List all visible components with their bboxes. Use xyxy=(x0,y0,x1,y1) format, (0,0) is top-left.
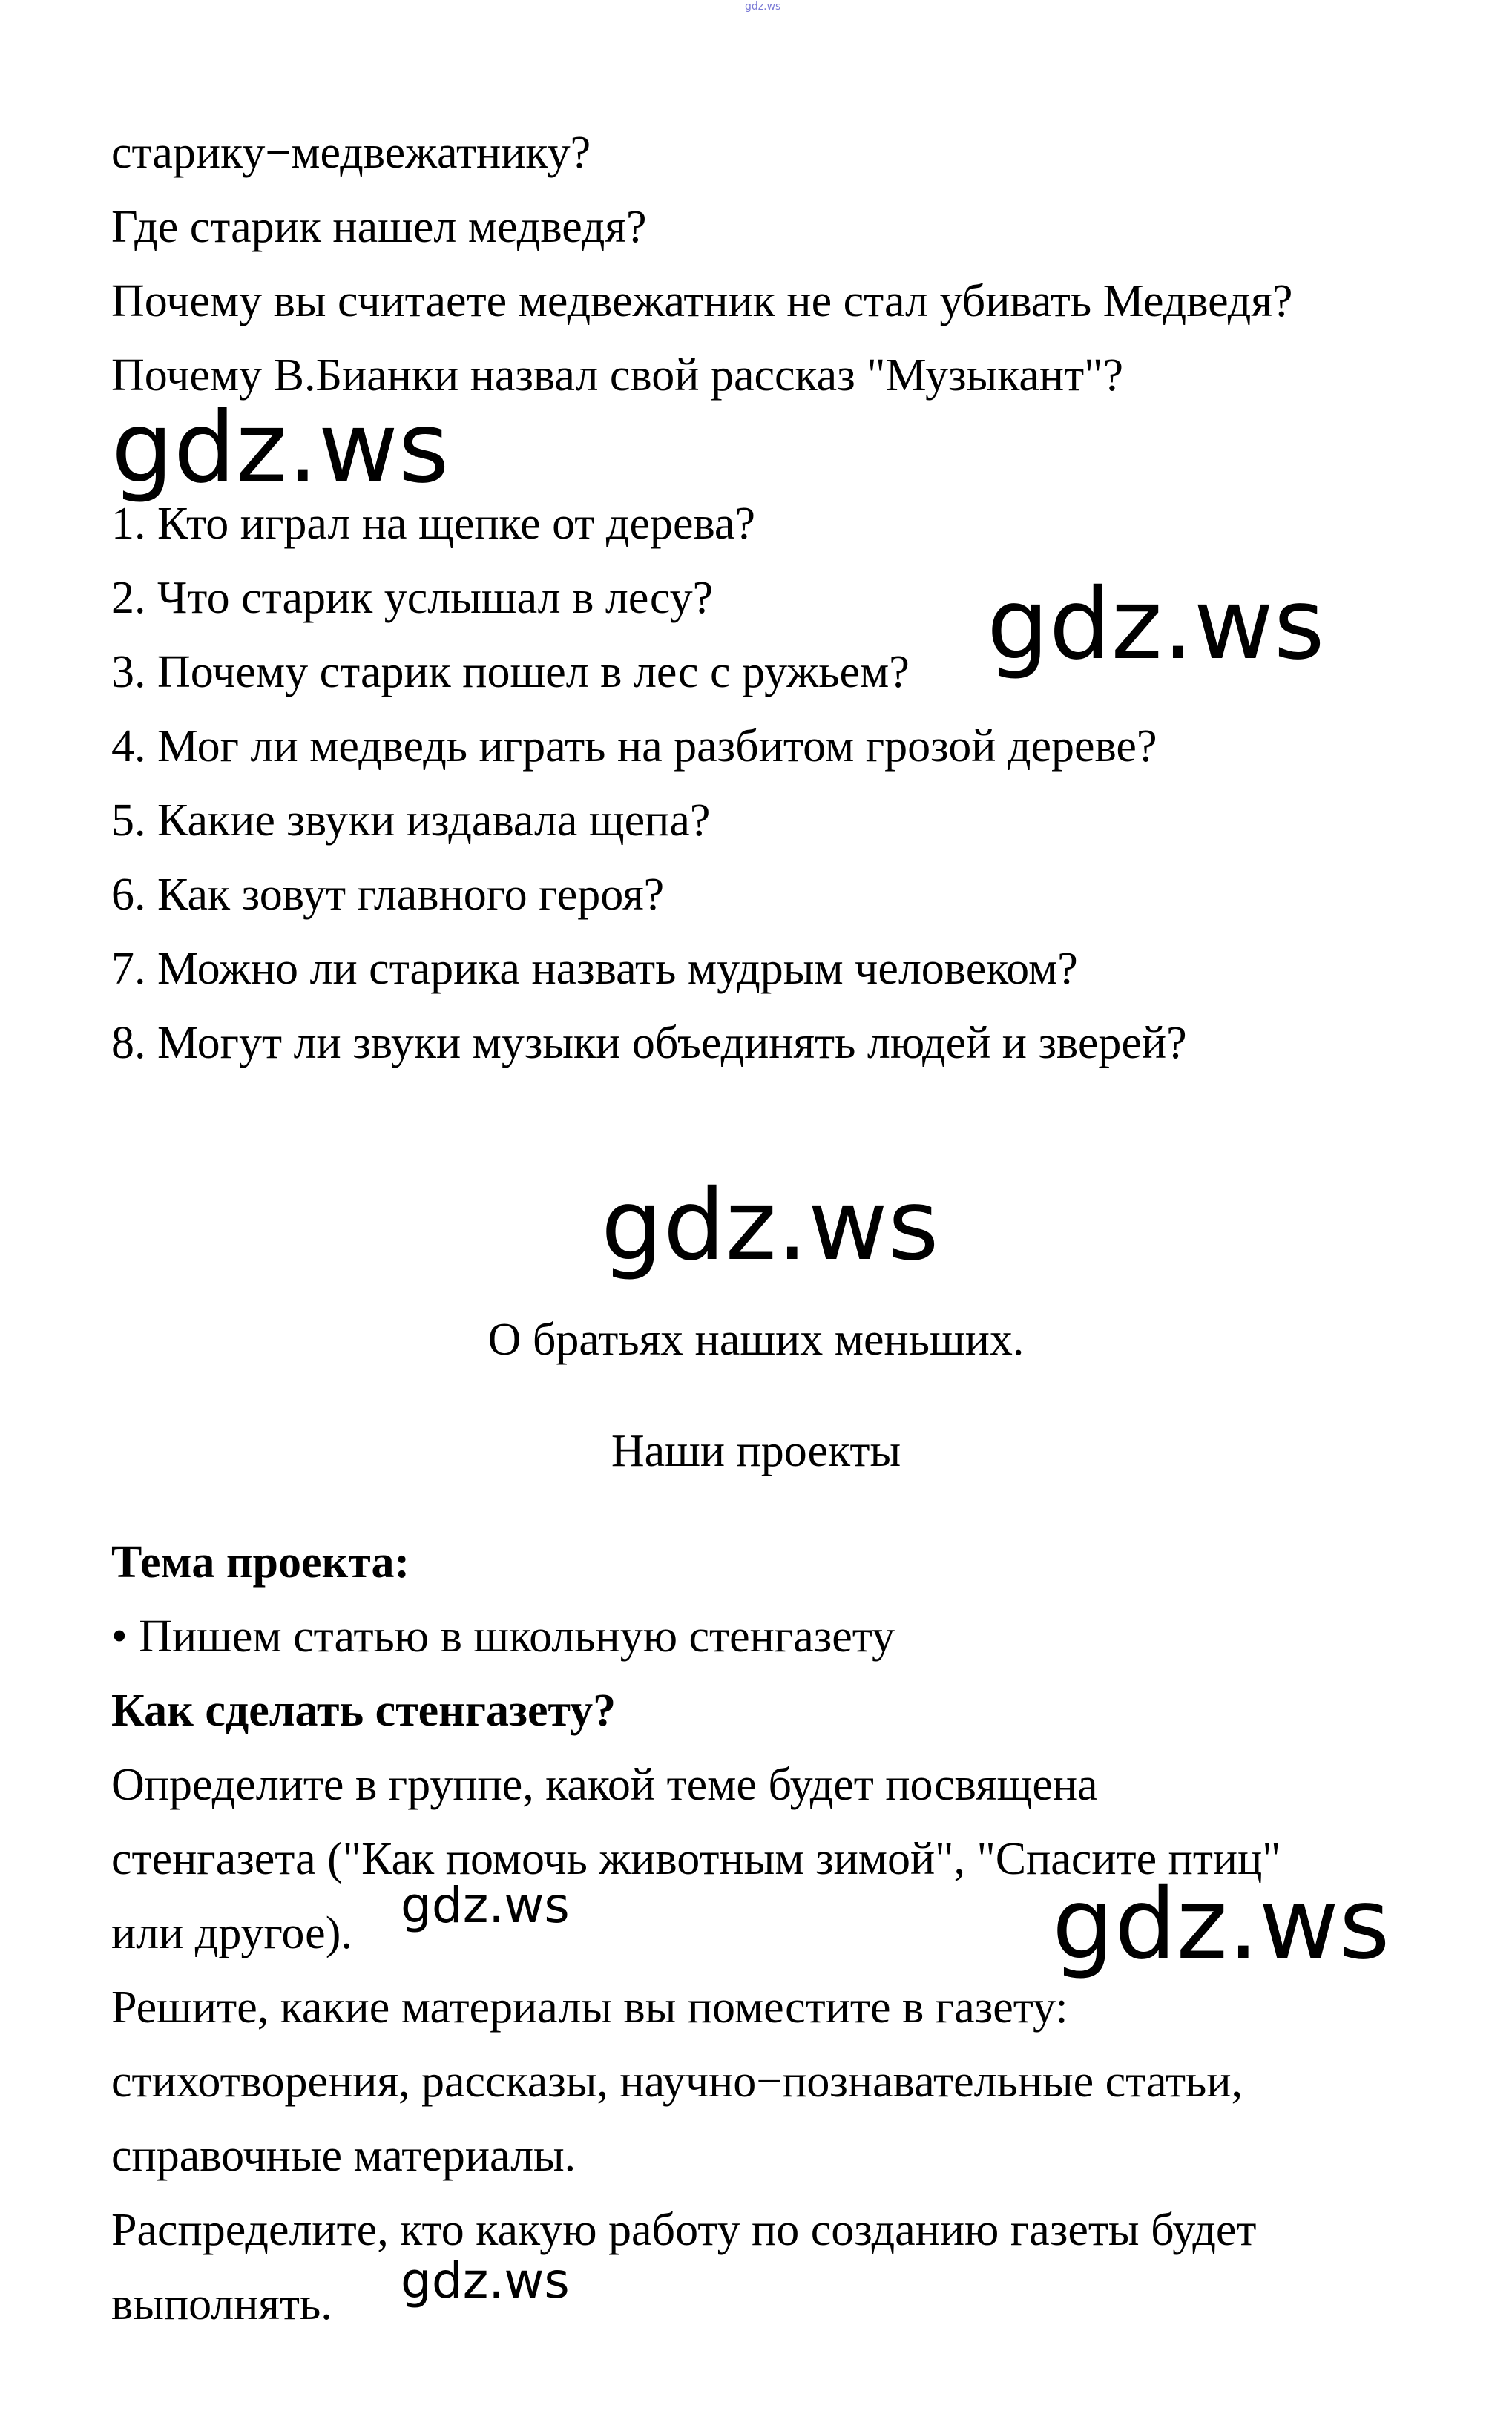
numbered-question: 6. Как зовут главного героя? xyxy=(111,869,665,920)
project-line: Распределите, кто какую работу по созданию газеты будет xyxy=(111,2205,1257,2255)
section-title: О братьях наших меньших. xyxy=(487,1315,1025,1365)
project-line: стихотворения, рассказы, научно−познавательные статьи, xyxy=(111,2056,1243,2107)
watermark: gdz.ws xyxy=(1052,1867,1390,1981)
project-topic-item: • Пишем статью в школьную стенгазету xyxy=(111,1611,895,1662)
project-line: или другое). xyxy=(111,1908,352,1958)
watermark: gdz.ws xyxy=(601,1168,939,1283)
question-line: Почему вы считаете медвежатник не стал убивать Медведя? xyxy=(111,276,1293,326)
project-line: стенгазета ("Как помочь животным зимой", "Спасите птиц" xyxy=(111,1834,1281,1884)
project-line: Определите в группе, какой теме будет посвящена xyxy=(111,1760,1098,1810)
numbered-question: 7. Можно ли старика назвать мудрым человеком? xyxy=(111,944,1078,994)
watermark-top-tiny: gdz.ws xyxy=(745,1,781,13)
numbered-question: 2. Что старик услышал в лесу? xyxy=(111,573,714,623)
numbered-question: 8. Могут ли звуки музыки объединять людей и зверей? xyxy=(111,1018,1187,1068)
numbered-question: 5. Какие звуки издавала щепа? xyxy=(111,795,711,846)
numbered-question: 3. Почему старик пошел в лес с ружьем? xyxy=(111,647,910,697)
question-line: Почему В.Бианки назвал свой рассказ "Музыкант"? xyxy=(111,350,1124,401)
question-line: Где старик нашел медведя? xyxy=(111,202,647,252)
numbered-question: 4. Мог ли медведь играть на разбитом грозой дереве? xyxy=(111,721,1157,772)
watermark: gdz.ws xyxy=(401,1877,570,1934)
question-line: старику−медвежатнику? xyxy=(111,128,591,178)
watermark: gdz.ws xyxy=(987,568,1325,682)
project-line: Решите, какие материалы вы поместите в газету: xyxy=(111,1982,1068,2033)
section-subtitle: Наши проекты xyxy=(611,1426,901,1476)
project-topic-heading: Тема проекта: xyxy=(111,1537,410,1588)
watermark: gdz.ws xyxy=(111,391,450,505)
project-line: справочные материалы. xyxy=(111,2131,576,2181)
numbered-question: 1. Кто играл на щепке от дерева? xyxy=(111,499,755,549)
project-howto-heading: Как сделать стенгазету? xyxy=(111,1685,617,1736)
watermark: gdz.ws xyxy=(401,2252,570,2309)
project-line: выполнять. xyxy=(111,2279,332,2329)
